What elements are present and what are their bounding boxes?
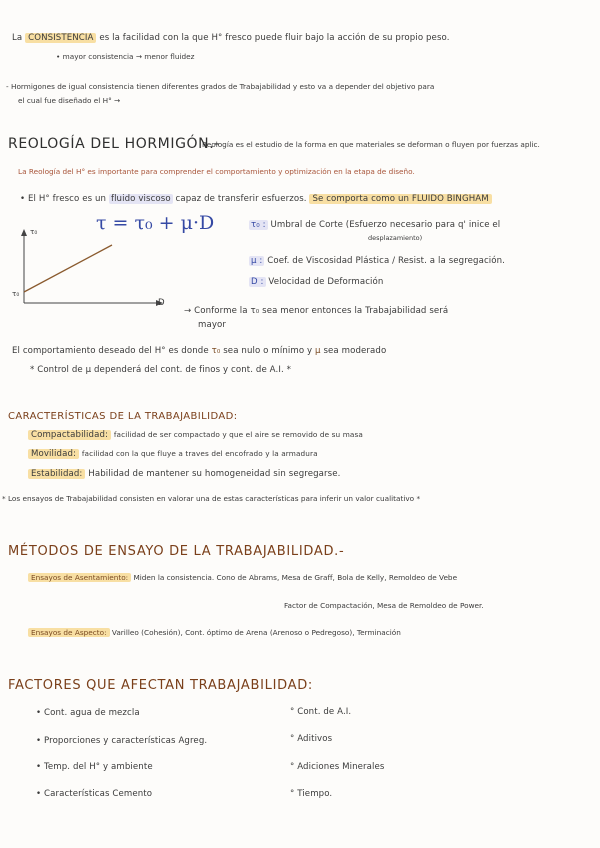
graph-x-label: D <box>158 298 165 308</box>
bingham-pre: • El H° fresco es un <box>20 194 107 204</box>
compactabilidad-desc: facilidad de ser compactado y que el aire se removido de su masa <box>113 430 363 439</box>
bingham-line <box>20 194 492 204</box>
metodos-title: MÉTODOS DE ENSAYO DE LA TRABAJABILIDAD.- <box>8 544 345 559</box>
comp-mid: sea nulo o mínimo y <box>223 346 313 356</box>
caract-item-2 <box>28 469 340 479</box>
def-t0-cont: desplazamiento) <box>368 234 423 242</box>
aspecto-desc: Varilleo (Cohesión), Cont. óptimo de Arena (Arenoso o Pedregoso), Terminación <box>111 628 401 637</box>
ensayos-note: * Los ensayos de Trabajabilidad consisten en valorar una de estas características para inferir un valor cualitativo * <box>2 494 421 503</box>
intro-line-3: el cual fue diseñado el H° → <box>18 96 121 105</box>
comp-post: sea moderado <box>323 346 387 356</box>
factor-right-2: ° Adiciones Minerales <box>290 762 385 772</box>
movilidad-term: Movilidad: <box>28 449 79 459</box>
compactabilidad-term: Compactabilidad: <box>28 430 111 440</box>
asentamiento-label: Ensayos de Asentamiento: <box>28 573 131 582</box>
consistencia-term: CONSISTENCIA <box>25 33 96 43</box>
def-t0 <box>249 220 500 230</box>
caract-item-0 <box>28 430 363 440</box>
fluido-viscoso-term: fluido viscoso <box>110 194 171 204</box>
factor-left-0: • Cont. agua de mezcla <box>36 708 140 718</box>
fluido-bingham-term: Se comporta como un FLUIDO BINGHAM <box>309 194 491 204</box>
graph-y-label: τ₀ <box>30 227 38 236</box>
def-d <box>249 277 383 287</box>
comportamiento-line <box>12 346 386 356</box>
def-mu <box>249 256 505 266</box>
factor-left-1: • Proporciones y características Agreg. <box>36 736 208 746</box>
d-symbol: D : <box>251 277 264 287</box>
comp-t0: τ₀ <box>211 346 221 356</box>
trabajabilidad-note: → Conforme la τ₀ sea menor entonces la Trabajabilidad será <box>184 306 449 316</box>
intro-line-1 <box>12 33 450 43</box>
factor-right-1: ° Aditivos <box>290 734 333 744</box>
comp-pre: El comportamiento deseado del H° es donde <box>12 346 209 356</box>
mu-symbol: μ : <box>251 256 263 266</box>
intro-la: La <box>12 33 23 43</box>
reologia-definition: Reología es el estudio de la forma en que materiales se deforman o fluyen por fuerzas aplic. <box>202 140 540 149</box>
t0-symbol: τ₀ : <box>251 220 266 230</box>
movilidad-desc: facilidad con la que fluye a traves del encofrado y la armadura <box>81 449 318 458</box>
asentamiento-line <box>28 573 457 582</box>
factor-right-3: ° Tiempo. <box>290 789 333 799</box>
bingham-formula: τ = τ₀ + μ·D <box>96 212 215 234</box>
mu-desc: Coef. de Viscosidad Plástica / Resist. a la segregación. <box>267 256 506 266</box>
comp-mu: μ <box>315 346 321 356</box>
factor-left-2: • Temp. del H° y ambiente <box>36 762 153 772</box>
trabajabilidad-note-2: mayor <box>198 320 227 330</box>
d-desc: Velocidad de Deformación <box>268 277 384 287</box>
control-note: * Control de μ dependerá del cont. de finos y cont. de A.I. * <box>30 365 292 375</box>
asentamiento-desc: Miden la consistencia. Cono de Abrams, Mesa de Graff, Bola de Kelly, Remoldeo de Vebe <box>133 573 458 582</box>
t0-desc: Umbral de Corte (Esfuerzo necesario para q' inice el <box>270 220 501 230</box>
graph-origin-label: τ₀ <box>12 289 20 298</box>
graph-y-arrow <box>21 229 27 236</box>
aspecto-label: Ensayos de Aspecto: <box>28 628 110 637</box>
reologia-title: REOLOGÍA DEL HORMIGÓN.- <box>8 136 220 152</box>
estabilidad-term: Estabilidad: <box>28 469 85 479</box>
factor-right-0: ° Cont. de A.I. <box>290 707 352 717</box>
aspecto-line <box>28 628 401 637</box>
intro-line-2: - Hormigones de igual consistencia tienen diferentes grados de Trabajabilidad y esto va a depender del objetivo para <box>6 82 435 91</box>
factores-title: FACTORES QUE AFECTAN TRABAJABILIDAD: <box>8 678 314 693</box>
bingham-line-plot <box>24 245 112 292</box>
caracteristicas-title: CARACTERÍSTICAS DE LA TRABAJABILIDAD: <box>8 411 238 422</box>
intro-definition: es la facilidad con la que H° fresco puede fluir bajo la acción de su propio peso. <box>99 33 450 43</box>
reologia-subtitle: La Reología del H° es importante para comprender el comportamiento y optimización en la etapa de diseño. <box>18 167 415 176</box>
factor-left-3: • Características Cemento <box>36 789 153 799</box>
estabilidad-desc: Habilidad de mantener su homogeneidad sin segregarse. <box>88 469 341 479</box>
bingham-mid: capaz de transferir esfuerzos. <box>175 194 307 204</box>
consistencia-bullet: • mayor consistencia → menor fluidez <box>56 52 195 61</box>
asentamiento-line-2: Factor de Compactación, Mesa de Remoldeo de Power. <box>284 601 484 610</box>
caract-item-1 <box>28 449 318 459</box>
